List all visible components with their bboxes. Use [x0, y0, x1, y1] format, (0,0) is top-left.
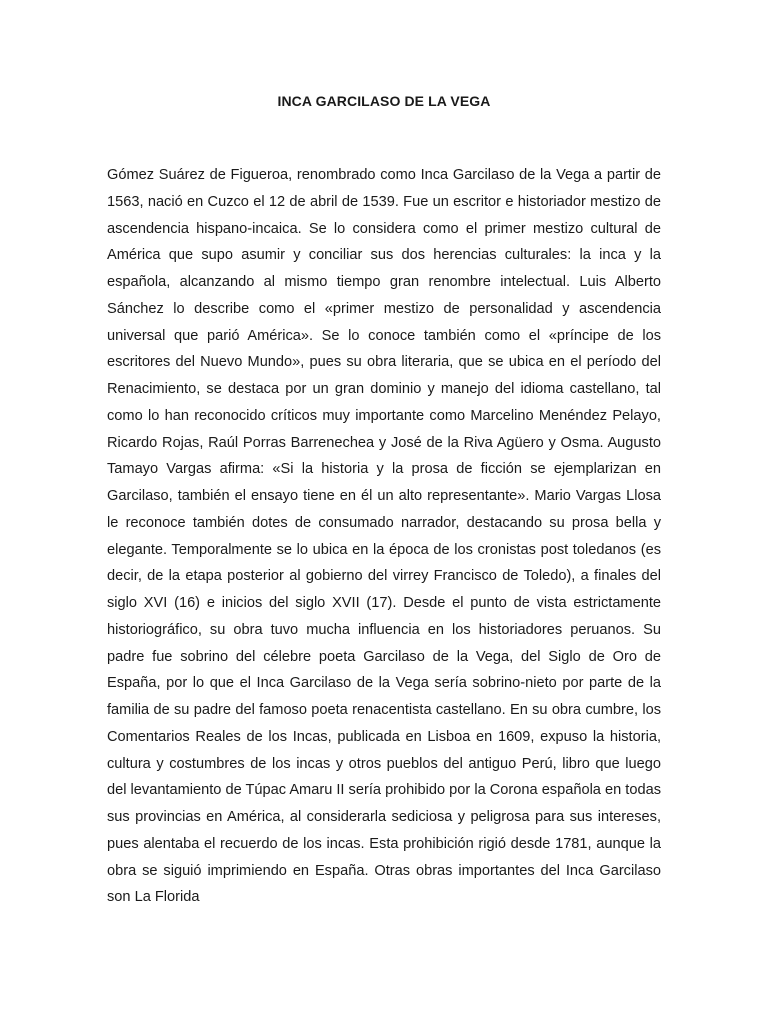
body-paragraph: Gómez Suárez de Figueroa, renombrado como Inca Garcilaso de la Vega a partir de 1563, nació en Cuzco el 12 de abril de 1539. Fue un escritor e historiador mestizo de ascendencia hispano-incaica. Se lo considera como el primer mestizo cultural de América que supo asumir y conciliar sus dos herencias culturales: la inca y la española, alcanzando al mismo tiempo gran renombre intelectual. Luis Alberto Sánchez lo describe como el «primer mestizo de personalidad y ascendencia universal que parió América». Se lo conoce también como el «príncipe de los escritores del Nuevo Mundo», pues su obra literaria, que se ubica en el período del Renacimiento, se destaca por un gran dominio y manejo del idioma castellano, tal como lo han reconocido críticos muy importante como Marcelino Menéndez Pelayo, Ricardo Rojas, Raúl Porras Barrenechea y José de la Riva Agüero y Osma. Augusto Tamayo Vargas afirma: «Si la historia y la prosa de ficción se ejemplarizan en Garcilaso, también el ensayo tiene en él un alto representante». Mario Vargas Llosa le reconoce también dotes de consumado narrador, destacando su prosa bella y elegante. Temporalmente se lo ubica en la época de los cronistas post toledanos (es decir, de la etapa posterior al gobierno del virrey Francisco de Toledo), a finales del siglo XVI (16) e inicios del siglo XVII (17). Desde el punto de vista estrictamente historiográfico, su obra tuvo mucha influencia en los historiadores peruanos. Su padre fue sobrino del célebre poeta Garcilaso de la Vega, del Siglo de Oro de España, por lo que el Inca Garcilaso de la Vega sería sobrino-nieto por parte de la familia de su padre del famoso poeta renacentista castellano. En su obra cumbre, los Comentarios Reales de los Incas, publicada en Lisboa en 1609, expuso la historia, cultura y costumbres de los incas y otros pueblos del antiguo Perú, libro que luego del levantamiento de Túpac Amaru II sería prohibido por la Corona española en todas sus provincias en América, al considerarla sediciosa y peligrosa para sus intereses, pues alentaba el recuerdo de los incas. Esta prohibición rigió desde 1781, aunque la obra se siguió imprimiendo en España. Otras obras importantes del Inca Garcilaso son La Florida: [107, 167, 661, 906]
document-title: INCA GARCILASO DE LA VEGA: [277, 93, 491, 109]
